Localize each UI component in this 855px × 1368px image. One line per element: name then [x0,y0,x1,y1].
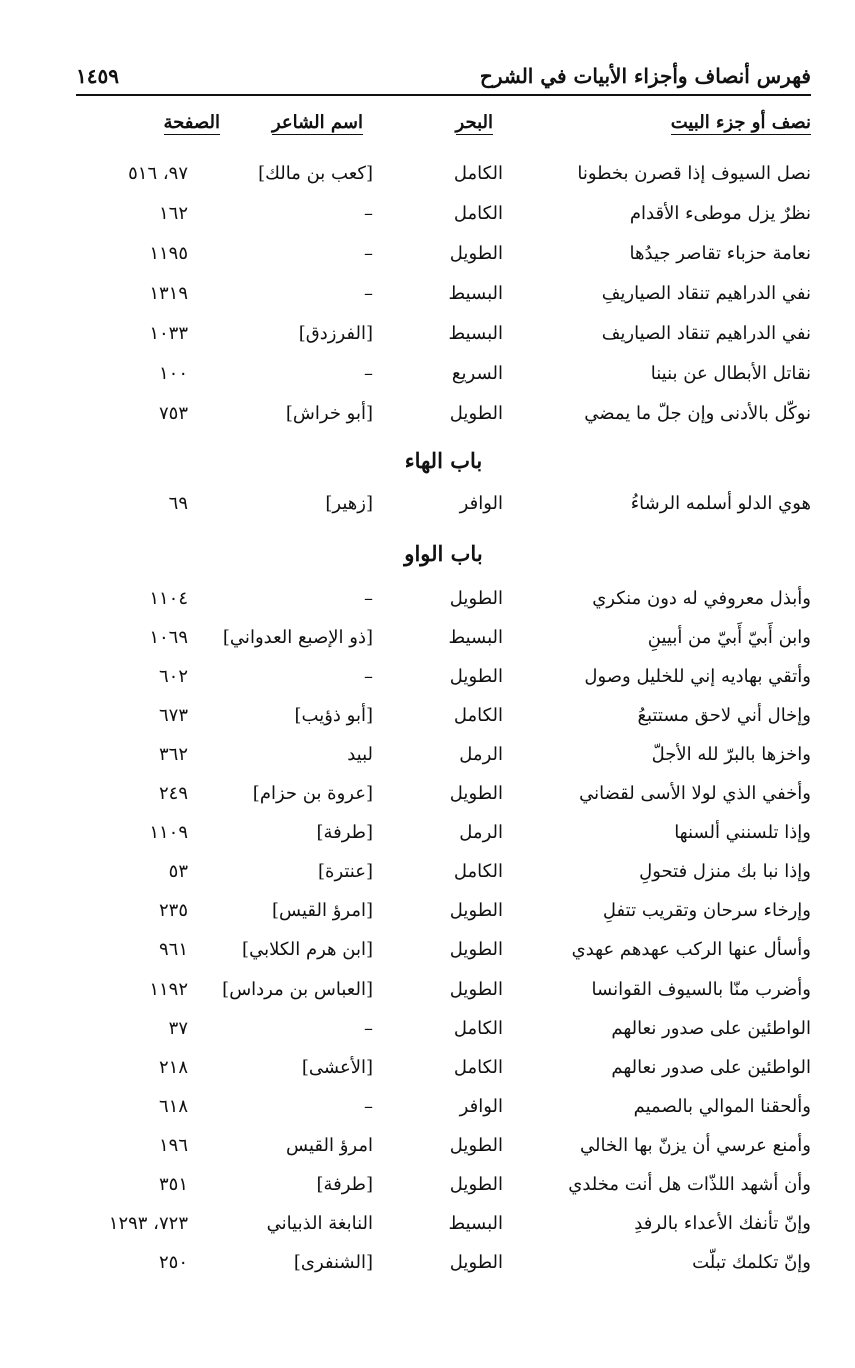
page-cell: ١١٩٢ [149,978,188,1000]
page-cell: ١٠٣٣ [149,323,188,344]
table-row [76,822,811,854]
meter-cell: الرمل [459,822,503,844]
table-row [76,1057,811,1089]
poet-cell: امرؤ القيس [286,1134,373,1156]
poet-cell: [أبو خراش] [285,403,373,424]
verse-cell: واخزها بالبرّ لله الأجلّ [651,744,811,766]
poet-cell: [زهير] [325,493,373,514]
verse-column-header: نصف أو جزء البيت [670,112,811,133]
poet-cell: النابغة الذبياني [266,1212,373,1234]
meter-cell: الوافر [459,1095,503,1117]
verse-cell: وإرخاء سرحان وتقريب تتفلِ [602,900,811,922]
table-row [76,1213,811,1245]
page-cell: ٢٤٩ [158,783,188,805]
poet-cell: [طرفة] [316,1173,373,1195]
page-cell: ٣٦٢ [158,744,188,766]
verse-cell: نظرٌ يزل موطىء الأقدام [629,203,811,224]
table-row [76,163,811,195]
verse-cell: نقاتل الأبطال عن بنينا [650,363,811,384]
verse-cell: وأمنع عرسي أن يزنّ بها الخالي [580,1134,811,1156]
poet-cell: – [364,1017,373,1039]
section-title: باب الواو [404,541,483,566]
verse-cell: نفي الدراهيم تنقاد الصياريف [601,323,811,344]
table-row [76,861,811,893]
poet-cell: [امرؤ القيس] [271,900,373,922]
poet-cell: – [364,203,373,224]
verse-cell: هوي الدلو أسلمه الرشاءُ [630,493,811,514]
poet-cell: [الشنفرى] [293,1251,373,1273]
meter-cell: الرمل [459,744,503,766]
meter-cell: الكامل [453,861,503,883]
verse-cell: وأتقي بهاديه إني للخليل وصول [584,666,811,688]
poet-cell: – [364,666,373,688]
verse-cell: الواطئين على صدور نعالهم [611,1056,811,1078]
page-cell: ١١٠٩ [149,822,188,844]
verse-cell: نعامة حزباء تقاصر جيدُها [629,243,811,264]
page-column-header: الصفحة [163,112,220,133]
meter-cell: الوافر [459,493,503,514]
verse-cell: وإخال أني لاحق مستتبعُ [637,705,811,727]
table-row [76,588,811,620]
page-cell: ٧٢٣، ١٢٩٣ [108,1212,188,1234]
table-row [76,900,811,932]
page-cell: ٦٠٢ [158,666,188,688]
verse-cell: نفي الدراهيم تنقاد الصياريفِ [601,283,811,304]
meter-cell: الكامل [453,1056,503,1078]
poet-cell: [العباس بن مرداس] [222,978,373,1000]
table-row [76,1174,811,1206]
poet-cell: [الأعشى] [301,1056,373,1078]
meter-cell: الطويل [449,1173,503,1195]
verse-cell: الواطئين على صدور نعالهم [611,1017,811,1039]
verse-cell: وأخفي الذي لولا الأسى لقضاني [579,783,811,805]
verse-cell: وأن أشهد اللذّات هل أنت مخلدي [568,1173,811,1195]
poet-cell: – [364,243,373,264]
table-row [76,979,811,1011]
page-cell: ٣٧ [168,1017,188,1039]
page-cell: ٧٥٣ [158,403,188,424]
page-cell: ٢١٨ [158,1056,188,1078]
poet-cell: – [364,588,373,609]
verse-cell: وأسأل عنها الركب عهدهم عهدي [571,939,811,961]
meter-cell: الطويل [449,900,503,922]
table-row [76,939,811,971]
table-row [76,1252,811,1284]
table-row [76,627,811,659]
page-cell: ١٣١٩ [149,283,188,304]
poet-cell: [ابن هرم الكلابي] [242,939,373,961]
table-row [76,705,811,737]
running-title: فهرس أنصاف وأجزاء الأبيات في الشرح [479,64,811,88]
poet-cell: [طرفة] [316,822,373,844]
section-title: باب الهاء [404,448,483,473]
page-cell: ١٦٢ [158,203,188,224]
table-row [76,203,811,235]
page-cell: ١٩٦ [158,1134,188,1156]
meter-cell: الطويل [449,243,503,264]
verse-cell: وإنّ تأنفك الأعداء بالرفدِ [634,1212,811,1234]
meter-cell: الكامل [453,705,503,727]
table-row [76,493,811,525]
meter-cell: الكامل [453,1017,503,1039]
running-head [76,58,811,96]
verse-cell: وأضرب منّا بالسيوف القوانسا [591,978,811,1000]
table-row [76,363,811,395]
meter-cell: الطويل [449,403,503,424]
table-row [76,744,811,776]
poet-column-header: اسم الشاعر [271,112,363,133]
page-cell: ٦٧٣ [158,705,188,727]
poet-cell: لبيد [347,744,373,766]
poet-cell: [كعب بن مالك] [258,163,373,184]
table-row [76,323,811,355]
table-row [76,243,811,275]
table-row [76,403,811,435]
page-cell: ١١٠٤ [149,588,188,609]
poet-cell: – [364,283,373,304]
meter-cell: البسيط [448,323,503,344]
poet-cell: [عنترة] [317,861,373,883]
meter-cell: الطويل [449,978,503,1000]
verse-cell: نوكّل بالأدنى وإن جلّ ما يمضي [584,403,811,424]
table-row [76,1096,811,1128]
meter-cell: البسيط [448,627,503,649]
page-cell: ١١٩٥ [149,243,188,264]
page-cell: ١٠٦٩ [149,627,188,649]
poet-cell: [ذو الإصبع العدواني] [222,627,373,649]
page-cell: ٣٥١ [158,1173,188,1195]
poet-cell: [الفرزدق] [298,323,373,344]
meter-cell: البسيط [448,283,503,304]
meter-cell: الطويل [449,1251,503,1273]
meter-cell: الكامل [453,203,503,224]
page-cell: ٢٥٠ [158,1251,188,1273]
meter-cell: الطويل [449,588,503,609]
page-cell: ٢٣٥ [158,900,188,922]
page-cell: ٩٧، ٥١٦ [128,163,188,184]
meter-cell: البسيط [448,1212,503,1234]
table-row [76,283,811,315]
meter-cell: الكامل [453,163,503,184]
table-row [76,1018,811,1050]
meter-cell: السريع [451,363,503,384]
verse-cell: وأبذل معروفي له دون منكري [592,588,811,609]
verse-cell: وإذا نبا بك منزل فتحولِ [639,861,811,883]
verse-cell: نصل السيوف إذا قصرن بخطونا [577,163,811,184]
poet-cell: [أبو ذؤيب] [294,705,373,727]
meter-cell: الطويل [449,783,503,805]
verse-cell: وابن أَبيّ أَبيّ من أبيينِ [647,627,811,649]
page-cell: ٦١٨ [158,1095,188,1117]
verse-cell: وألحقنا الموالي بالصميم [633,1095,811,1117]
meter-cell: الطويل [449,666,503,688]
page-number: ١٤٥٩ [76,64,119,88]
poet-cell: [عروة بن حزام] [252,783,373,805]
poet-cell: – [364,363,373,384]
table-row [76,783,811,815]
verse-cell: وإذا تلسنني ألسنها [674,822,811,844]
page-cell: ٥٣ [168,861,188,883]
page-cell: ٩٦١ [158,939,188,961]
page-cell: ٦٩ [168,493,188,514]
meter-cell: الطويل [449,939,503,961]
verse-cell: وإنّ تكلمك تبلّت [692,1251,811,1273]
meter-cell: الطويل [449,1134,503,1156]
poet-cell: – [364,1095,373,1117]
column-headers [76,112,811,142]
meter-column-header: البحر [455,112,493,133]
table-row [76,1135,811,1167]
page-cell: ١٠٠ [158,363,188,384]
table-row [76,666,811,698]
